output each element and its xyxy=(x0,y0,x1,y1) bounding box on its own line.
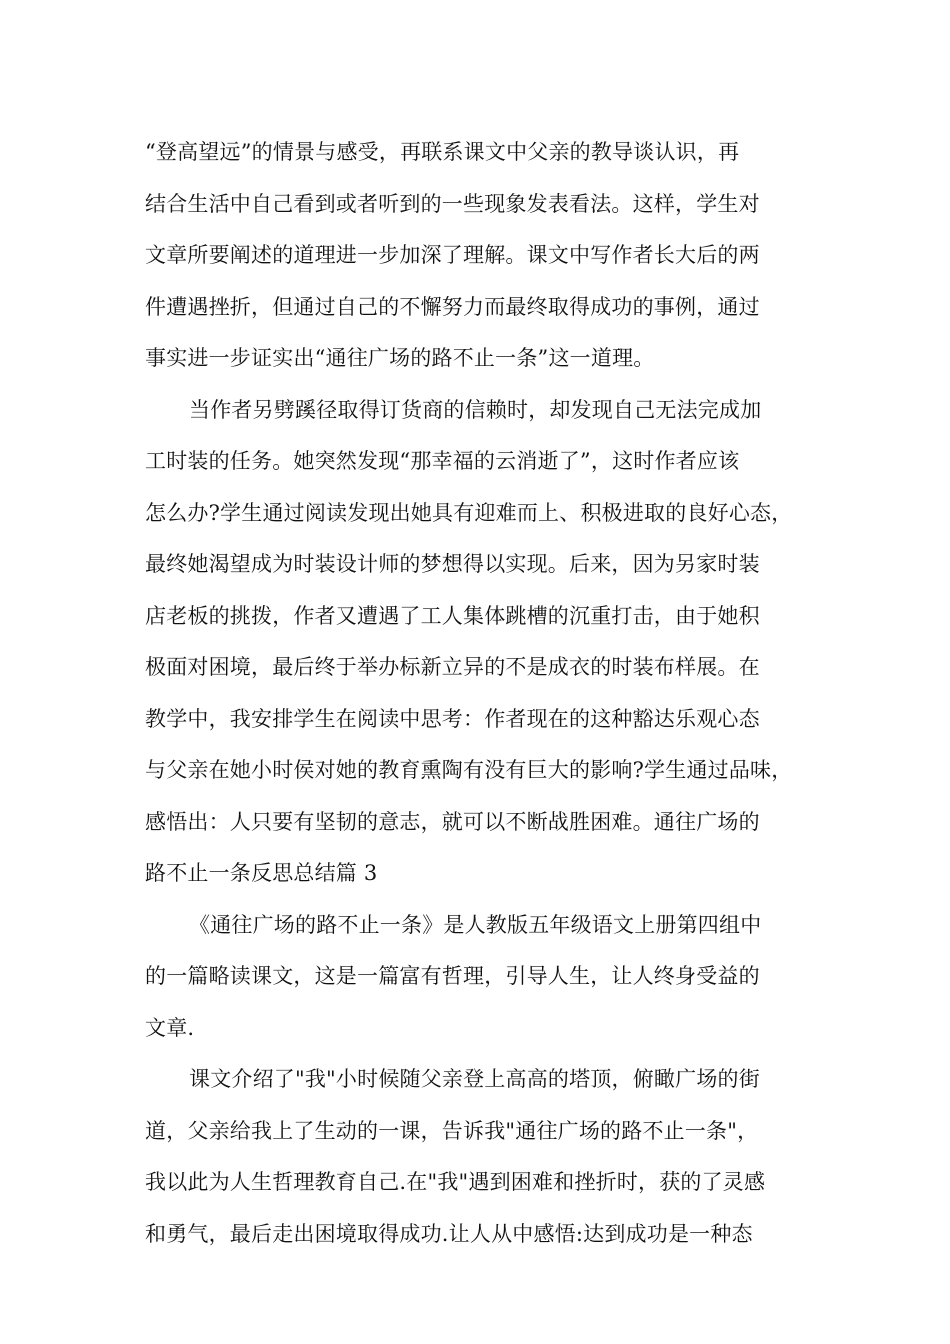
text-line: 事实进一步证实出“通往广场的路不止一条”这一道理。 xyxy=(145,346,655,370)
text-line: 极面对困境，最后终于举办标新立异的不是成衣的时装布样展。在 xyxy=(145,655,760,679)
text-line: 最终她渴望成为时装设计师的梦想得以实现。后来，因为另家时装 xyxy=(145,552,760,576)
text-line: 与父亲在她小时侯对她的教育熏陶有没有巨大的影响?学生通过品味， xyxy=(145,758,793,782)
text-line: 结合生活中自己看到或者听到的一些现象发表看法。这样，学生对 xyxy=(145,191,760,216)
body-text xyxy=(145,130,810,1263)
text-line: 和勇气，最后走出困境取得成功.让人从中感悟:达到成功是一种态 xyxy=(145,1221,753,1246)
paragraph-start-line: 当作者另劈蹊径取得订货商的信赖时，却发现自己无法完成加 xyxy=(189,397,762,422)
text-line: 店老板的挑拨，作者又遭遇了工人集体跳槽的沉重打击，由于她积 xyxy=(145,603,760,628)
text-line: 工时装的任务。她突然发现“那幸福的云消逝了”，这时作者应该 xyxy=(145,449,740,473)
text-line: “登高望远”的情景与感受，再联系课文中父亲的教导谈认识，再 xyxy=(145,140,740,164)
text-line: 怎么办?学生通过阅读发现出她具有迎难而上、积极进取的良好心态， xyxy=(145,500,793,525)
text-line: 文章. xyxy=(145,1015,195,1040)
text-line: 我以此为人生哲理教育自己.在"我"遇到困难和挫折时，获的了灵感 xyxy=(145,1170,766,1194)
paragraph-start-line: 课文介绍了"我"小时候随父亲登上高高的塔顶，俯瞰广场的街 xyxy=(189,1067,760,1091)
text-line: 的一篇略读课文，这是一篇富有哲理，引导人生，让人终身受益的 xyxy=(145,964,760,988)
section-title-line: 路不止一条反思总结篇 3 xyxy=(145,861,378,885)
text-line: 文章所要阐述的道理进一步加深了理解。课文中写作者长大后的两 xyxy=(145,243,760,267)
text-line: 道，父亲给我上了生动的一课，告诉我"通往广场的路不止一条"， xyxy=(145,1118,759,1143)
text-line: 件遭遇挫折，但通过自己的不懈努力而最终取得成功的事例，通过 xyxy=(145,294,760,319)
text-line: 感悟出：人只要有坚韧的意志，就可以不断战胜困难。通往广场的 xyxy=(145,809,760,834)
paragraph-start-line: 《通往广场的路不止一条》是人教版五年级语文上册第四组中 xyxy=(189,912,762,937)
text-line: 教学中，我安排学生在阅读中思考：作者现在的这种豁达乐观心态 xyxy=(145,706,760,731)
